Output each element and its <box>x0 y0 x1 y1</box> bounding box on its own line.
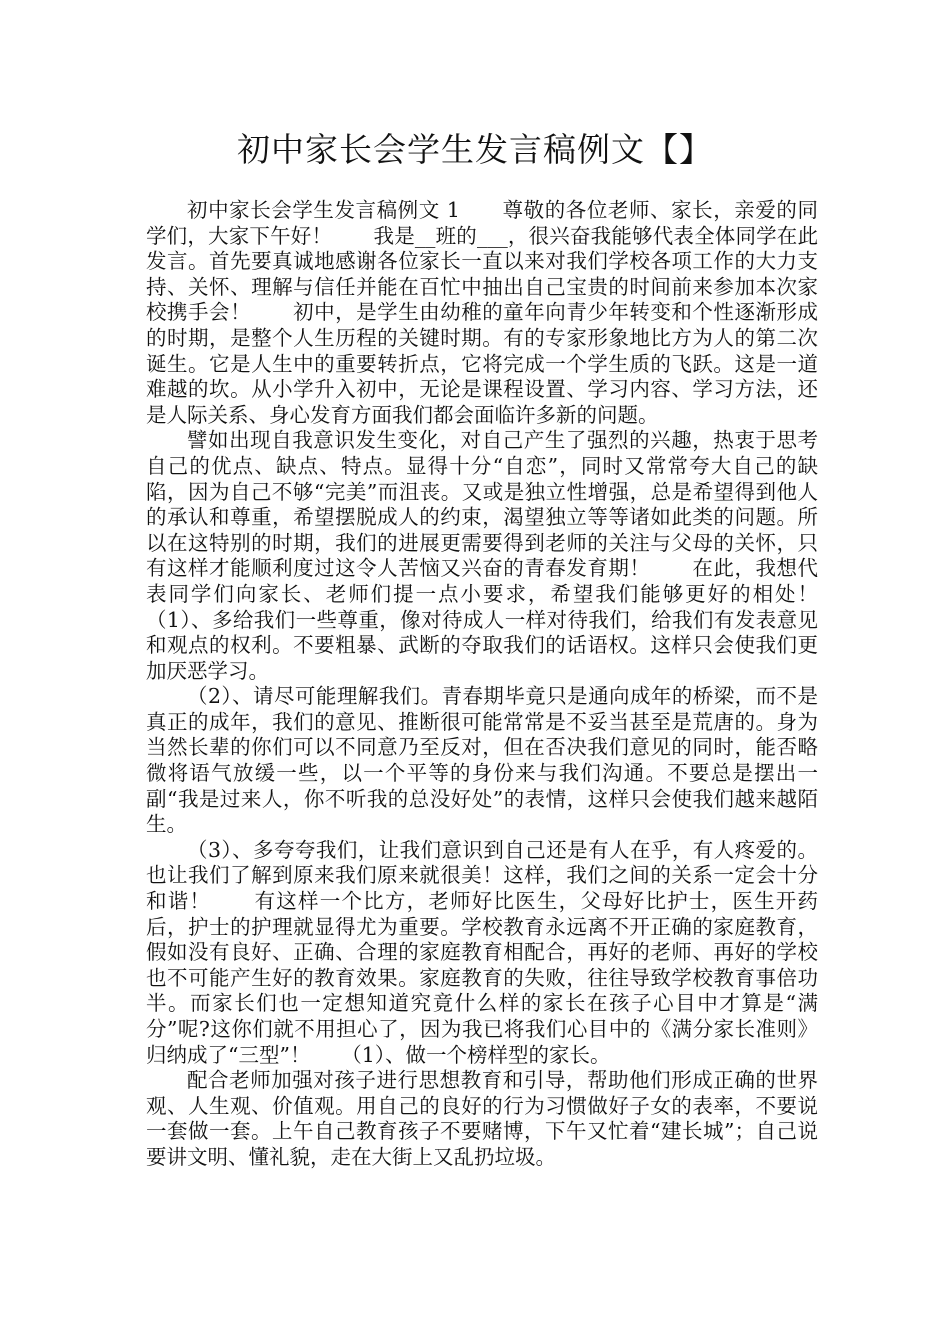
paragraph-2: 譬如出现自我意识发生变化，对自己产生了强烈的兴趣，热衷于思考自己的优点、缺点、特点。显得十分“自恋”，同时又常常夸大自己的缺陷，因为自己不够“完美”而沮丧。又或是独立性增强，总是希望得到他人的承认和尊重，希望摆脱成人的约束，渴望独立等等诸如此类的问题。所以在这特别的时期，我们的进展更需要得到老师的关注与父母的关怀，只有这样才能顺利度过这令人苦恼又兴奋的青春发育期！ 在此，我想代表同学们向家长、老师们提一点小要求，希望我们能够更好的相处！ （1）、多给我们一些尊重，像对待成人一样对待我们，给我们有发表意见和观点的权利。不要粗暴、武断的夺取我们的话语权。这样只会使我们更加厌恶学习。 <box>146 428 859 683</box>
document-body <box>146 198 859 1171</box>
paragraph-5: 配合老师加强对孩子进行思想教育和引导，帮助他们形成正确的世界观、人生观、价值观。用自己的良好的行为习惯做好子女的表率，不要说一套做一套。上午自己教育孩子不要赌博，下午又忙着“建长城”；自己说要讲文明、懂礼貌，走在大街上又乱扔垃圾。 <box>146 1068 818 1169</box>
document-title: 初中家长会学生发言稿例文【】 <box>237 130 713 169</box>
paragraph-1: 初中家长会学生发言稿例文 1 尊敬的各位老师、家长，亲爱的同学们，大家下午好！ 我是__班的___，很兴奋我能够代表全体同学在此发言。首先要真诚地感谢各位家长一直以来对我们学校各项工作的大力支持、关怀、理解与信任并能在百忙中抽出自己宝贵的时间前来参加本次家校携手会！ 初中，是学生由幼稚的童年向青少年转变和个性逐渐形成的时期，是整个人生历程的关键时期。有的专家形象地比方为人的第二次诞生。它是人生中的重要转折点，它将完成一个学生质的飞跃。这是一道难越的坎。从小学升入初中，无论是课程设置、学习内容、学习方法，还是人际关系、身心发育方面我们都会面临许多新的问题。 <box>146 198 818 427</box>
paragraph-4: （3）、多夸夸我们，让我们意识到自己还是有人在乎，有人疼爱的。也让我们了解到原来我们原来就很美！这样，我们之间的关系一定会十分和谐！ 有这样一个比方，老师好比医生，父母好比护士，医生开药后，护士的护理就显得尤为重要。学校教育永远离不开正确的家庭教育，假如没有良好、正确、合理的家庭教育相配合，再好的老师、再好的学校也不可能产生好的教育效果。家庭教育的失败，往往导致学校教育事倍功半。而家长们也一定想知道究竟什么样的家长在孩子心目中才算是“满分”呢?这你们就不用担心了，因为我已将我们心目中的《满分家长准则》归纳成了“三型”！ （1）、做一个榜样型的家长。 <box>146 837 818 1067</box>
paragraph-3: （2）、请尽可能理解我们。青春期毕竟只是通向成年的桥梁，而不是真正的成年，我们的意见、推断很可能常常是不妥当甚至是荒唐的。身为当然长辈的你们可以不同意乃至反对，但在否决我们意见的同时，能否略微将语气放缓一些，以一个平等的身份来与我们沟通。不要总是摆出一副“我是过来人，你不听我的总没好处”的表情，这样只会使我们越来越陌生。 <box>146 684 818 837</box>
